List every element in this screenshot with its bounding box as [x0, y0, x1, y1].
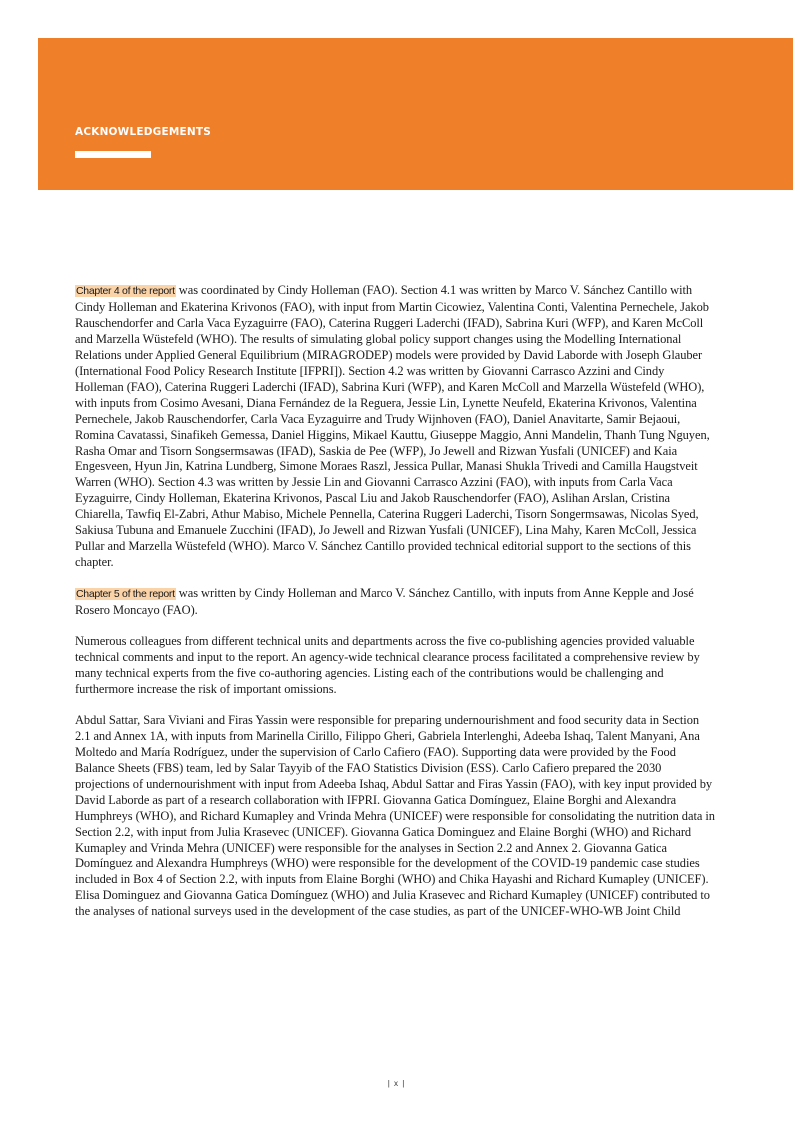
- paragraph-text: was written by Cindy Holleman and Marco V. Sánchez Cantillo, with inputs from Anne Kepple and José Rosero Moncayo (FAO).: [75, 586, 694, 618]
- paragraph-chapter-5: [75, 586, 715, 619]
- paragraph-text: Abdul Sattar, Sara Viviani and Firas Yassin were responsible for preparing undernourishment and food security data in Section 2.1 and Annex 1A, with inputs from Marinella Cirillo, Filippo Gheri, Gabriela Interlenghi, Adeeba Ishaq, Talent Manyani, Ana Moltedo and María Rodríguez, under the supervision of Carlo Cafiero (FAO). Supporting data were provided by the Food Balance Sheets (FBS) team, led by Salar Tayyib of the FAO Statistics Division (ESS). Carlo Cafiero prepared the 2030 projections of undernourishment with input from Adeeba Ishaq, Abdul Sattar and Firas Yassin (FAO), with key input provided by David Laborde as part of a research collaboration with IFPRI. Giovanna Gatica Domínguez, Elaine Borghi and Alexandra Humphreys (WHO), and Richard Kumapley and Vrinda Mehra (UNICEF) were responsible for consolidating the nutrition data in Section 2.2, with input from Julia Krasevec (UNICEF). Giovanna Gatica Dominguez and Elaine Borghi (WHO) and Richard Kumapley and Vrinda Mehra (UNICEF) were responsible for the analyses in Section 2.2 and Annex 2. Giovanna Gatica Domínguez and Alexandra Humphreys (WHO) were responsible for the development of the COVID-19 pandemic case studies included in Box 4 of Section 2.2, with inputs from Elaine Borghi (WHO) and Chika Hayashi and Richard Kumapley (UNICEF). Elisa Dominguez and Giovanna Gatica Domínguez (WHO) and Julia Krasevec and Richard Kumapley (UNICEF) contributed to the analyses of national surveys used in the development of the case studies, as part of the UNICEF-WHO-WB Joint Child: [75, 712, 715, 919]
- paragraph-colleagues: [75, 634, 715, 698]
- title-underline-bar: [75, 151, 151, 158]
- paragraph-text: Numerous colleagues from different technical units and departments across the five co-publishing agencies provided valuable technical comments and input to the report. An agency-wide technical clearance process facilitated a comprehensive review by many technical experts from the five co-authoring agencies. Listing each of the contributions would be challenging and furthermore increase the risk of important omissions.: [75, 634, 700, 696]
- body-text: [75, 283, 715, 935]
- header-banner: [38, 38, 793, 190]
- highlight-chapter-4: Chapter 4 of the report: [76, 285, 175, 297]
- paragraph-data-contributors: [75, 713, 715, 920]
- page-number: | x |: [387, 1079, 406, 1088]
- page-title: ACKNOWLEDGEMENTS: [75, 126, 211, 138]
- paragraph-text: was coordinated by Cindy Holleman (FAO). Section 4.1 was written by Marco V. Sánchez Cantillo with Cindy Holleman and Ekaterina Krivonos (FAO), with input from Martin Cicowiez, Valentina Conti, Valentina Pernechele, Jakob Rauschendorfer and Carla Vaca Eyzaguirre (FAO), Caterina Ruggeri Laderchi (IFAD), Sabrina Kuri (WFP), and Karen McColl and Marzella Wüstefeld (WHO). The results of simulating global policy support changes using the Modelling International Relations under Applied General Equilibrium (MIRAGRODEP) models were provided by David Laborde with Joseph Glauber (International Food Policy Research Institute [IFPRI]). Section 4.2 was written by Giovanni Carrasco Azzini and Cindy Holleman (FAO), Caterina Ruggeri Laderchi (IFAD), Sabrina Kuri (WFP), and Karen McColl and Marzella Wüstefeld (WHO), with inputs from Cosimo Avesani, Diana Fernández de la Reguera, Jessie Lin, Lynette Neufeld, Ekaterina Krivonos, Valentina Pernechele, Jakob Rauschendorfer, Carla Vaca Eyzaguirre and Trudy Wijnhoven (FAO), Daniel Anavitarte, Samir Bejaoui, Romina Cavatassi, Sinafikeh Gemessa, Daniel Higgins, Mikael Kauttu, Giuseppe Maggio, Anni Mandelin, Thanh Tung Nguyen, Rasha Omar and Tisorn Songsermsawas (IFAD), Saskia de Pee (WFP), Jo Jewell and Rizwan Yusfali (UNICEF) and Kaia Engesveen, Hyun Jin, Katrina Lundberg, Simone Moraes Raszl, Jessica Pullar, Manasi Shukla Trivedi and Camilla Haugstveit Warren (WHO). Section 4.3 was written by Jessie Lin and Giovanni Carrasco Azzini (FAO), with inputs from Carla Vaca Eyzaguirre, Cindy Holleman, Ekaterina Krivonos, Pascal Liu and Jakob Rauschendorfer (FAO), Aslihan Arslan, Cristina Chiarella, Tawfiq El-Zabri, Athur Mabiso, Michele Pennella, Caterina Ruggeri Laderchi, Tisorn Songermsawas, Nicolas Syed, Sakiusa Tubuna and Emanuele Zucchini (IFAD), Jo Jewell and Rizwan Yusfali (UNICEF), Lina Mahy, Karen McColl, Jessica Pullar and Marzella Wüstefeld (WHO). Marco V. Sánchez Cantillo provided technical editorial support to the sections of this chapter.: [75, 283, 710, 570]
- paragraph-chapter-4: [75, 283, 715, 571]
- highlight-chapter-5: Chapter 5 of the report: [76, 588, 175, 601]
